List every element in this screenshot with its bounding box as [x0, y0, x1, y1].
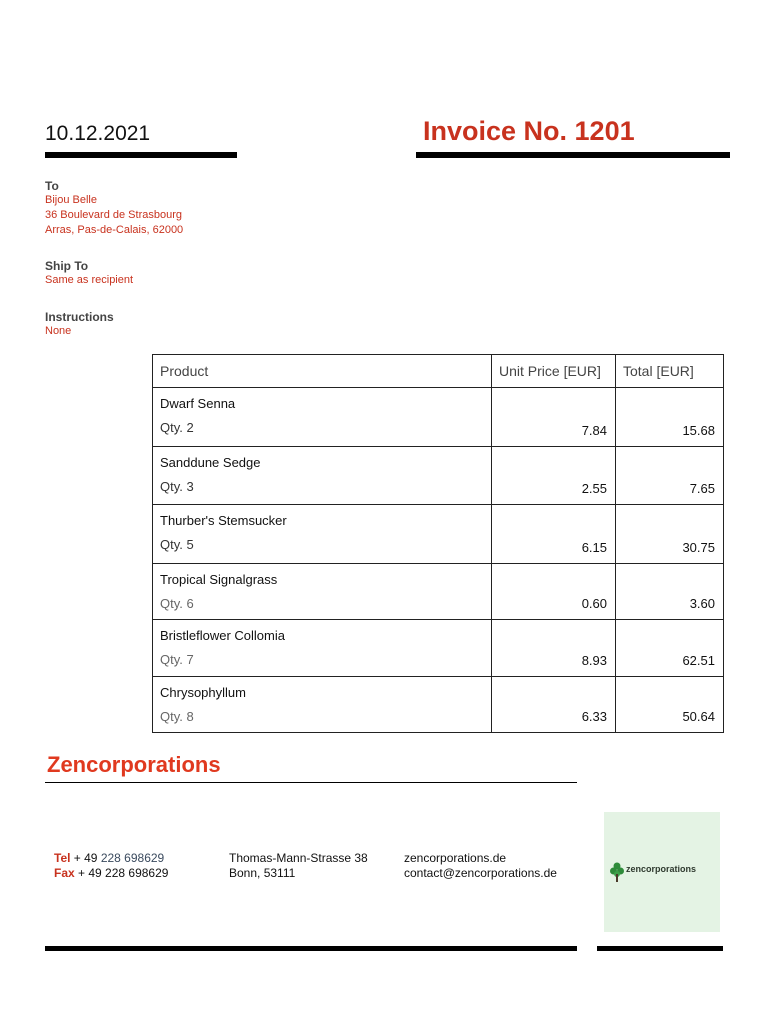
product-qty: Qty. 2 [160, 420, 194, 435]
instructions-value: None [45, 325, 72, 337]
recipient-street: 36 Boulevard de Strasbourg [45, 209, 182, 221]
product-cell [153, 564, 492, 620]
line-total: 30.75 [616, 505, 724, 564]
product-cell [153, 447, 492, 505]
title-underline [416, 152, 730, 158]
product-cell [153, 620, 492, 677]
footer-rule-left [45, 946, 577, 951]
ship-to-heading: Ship To [45, 259, 89, 273]
web-block [404, 851, 557, 881]
line-total: 7.65 [616, 447, 724, 505]
table-row [153, 677, 724, 733]
product-cell [153, 677, 492, 733]
product-cell [153, 388, 492, 447]
company-logo [604, 812, 720, 932]
tel-label: Tel [54, 851, 71, 865]
unit-price: 6.15 [492, 505, 616, 564]
table-row [153, 388, 724, 447]
line-total: 15.68 [616, 388, 724, 447]
address-block [229, 851, 368, 881]
tel-prefix: + 49 [70, 851, 101, 865]
unit-price: 0.60 [492, 564, 616, 620]
column-header-product: Product [153, 355, 492, 388]
product-qty: Qty. 8 [160, 709, 194, 724]
company-street: Thomas-Mann-Strasse 38 [229, 851, 368, 865]
tel-number[interactable]: 228 698629 [100, 851, 165, 865]
company-divider [45, 782, 577, 783]
table-row [153, 620, 724, 677]
table-row [153, 564, 724, 620]
recipient-heading: To [45, 179, 59, 193]
product-name: Bristleflower Collomia [160, 628, 285, 643]
product-name: Tropical Signalgrass [160, 572, 278, 587]
table-row [153, 447, 724, 505]
product-qty: Qty. 5 [160, 537, 194, 552]
column-header-total: Total [EUR] [616, 355, 724, 388]
ship-to-block [45, 259, 133, 288]
phone-block [54, 851, 168, 881]
table-row [153, 505, 724, 564]
fax-label: Fax [54, 866, 75, 880]
tree-icon [610, 862, 624, 882]
company-city: Bonn, 53111 [229, 866, 296, 880]
recipient-block [45, 179, 183, 238]
company-email[interactable]: contact@zencorporations.de [404, 866, 557, 880]
unit-price: 2.55 [492, 447, 616, 505]
product-name: Sanddune Sedge [160, 455, 261, 470]
fax-number: + 49 228 698629 [74, 866, 169, 880]
company-name: Zencorporations [47, 752, 221, 777]
unit-price: 7.84 [492, 388, 616, 447]
date-underline [45, 152, 237, 158]
line-items-table [152, 354, 724, 733]
line-total: 62.51 [616, 620, 724, 677]
recipient-name: Bijou Belle [45, 194, 97, 206]
tel-line [54, 851, 168, 866]
company-website[interactable]: zencorporations.de [404, 851, 507, 865]
invoice-date: 10.12.2021 [45, 122, 151, 145]
recipient-city: Arras, Pas-de-Calais, 62000 [45, 224, 184, 236]
ship-to-value: Same as recipient [45, 274, 134, 286]
line-total: 3.60 [616, 564, 724, 620]
product-qty: Qty. 7 [160, 652, 194, 667]
unit-price: 8.93 [492, 620, 616, 677]
line-total: 50.64 [616, 677, 724, 733]
product-name: Thurber's Stemsucker [160, 513, 287, 528]
instructions-heading: Instructions [45, 310, 114, 324]
product-qty: Qty. 6 [160, 596, 194, 611]
product-name: Dwarf Senna [160, 396, 236, 411]
invoice-title: Invoice No. 1201 [423, 116, 635, 146]
unit-price: 6.33 [492, 677, 616, 733]
fax-line [54, 866, 168, 881]
footer-rule-right [597, 946, 723, 951]
product-name: Chrysophyllum [160, 685, 246, 700]
column-header-unit-price: Unit Price [EUR] [492, 355, 616, 388]
table-header-row [153, 355, 724, 388]
product-cell [153, 505, 492, 564]
instructions-block [45, 310, 114, 339]
logo-wordmark: zencorporations [626, 864, 697, 874]
product-qty: Qty. 3 [160, 479, 194, 494]
